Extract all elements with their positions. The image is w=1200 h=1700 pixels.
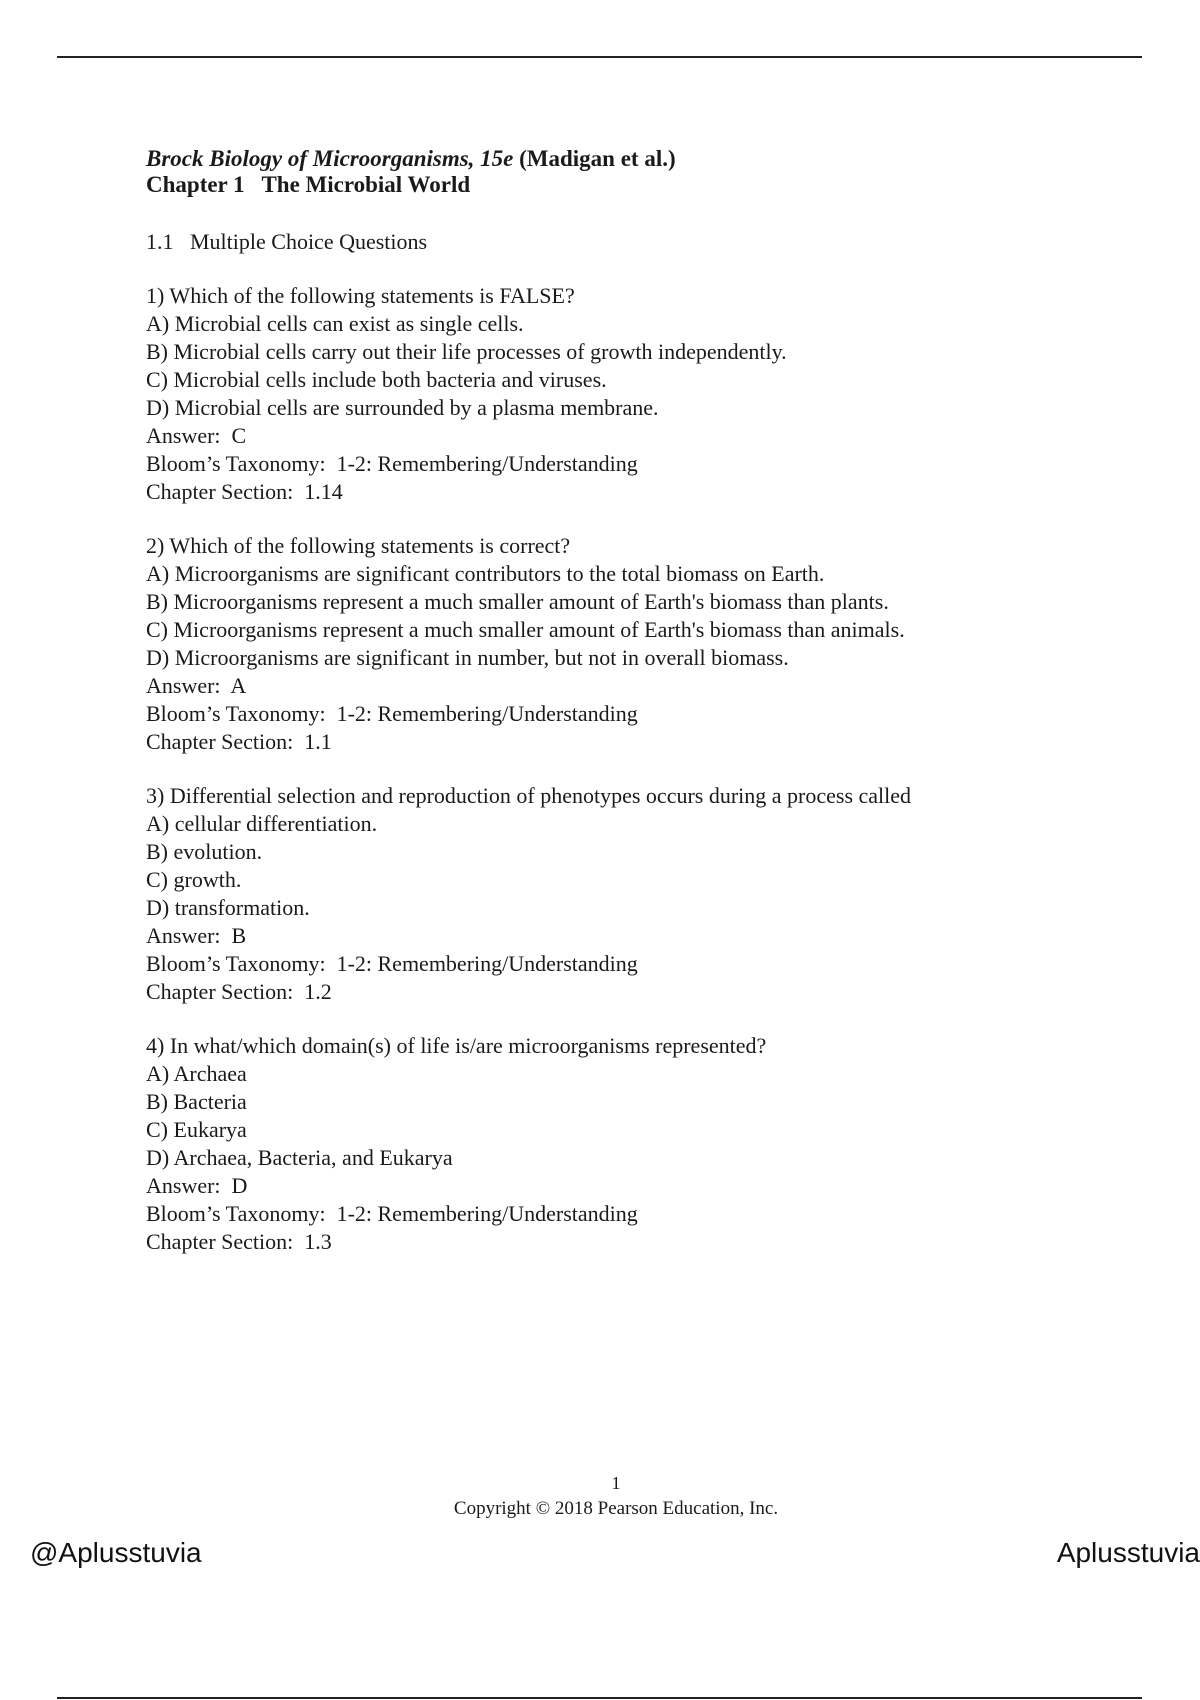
- blooms-taxonomy: Bloom’s Taxonomy: 1-2: Remembering/Understanding: [146, 701, 638, 726]
- answer-option: B) evolution.: [146, 839, 263, 864]
- answer-option: B) Microorganisms represent a much smaller amount of Earth's biomass than plants.: [146, 589, 889, 614]
- question-2: [146, 532, 1046, 756]
- answer-key: Answer: B: [146, 923, 247, 948]
- chapter-section: Chapter Section: 1.1: [146, 729, 332, 754]
- answer-key: Answer: D: [146, 1173, 248, 1198]
- watermark-left: @Aplusstuvia: [30, 1537, 202, 1568]
- chapter-section: Chapter Section: 1.14: [146, 479, 343, 504]
- answer-option: B) Microbial cells carry out their life processes of growth independently.: [146, 339, 787, 364]
- answer-option: C) growth.: [146, 867, 242, 892]
- answer-key: Answer: C: [146, 423, 247, 448]
- book-title: [146, 146, 1046, 172]
- answer-option: D) Microbial cells are surrounded by a plasma membrane.: [146, 395, 659, 420]
- answer-option: B) Bacteria: [146, 1089, 247, 1114]
- chapter-section: Chapter Section: 1.2: [146, 979, 332, 1004]
- answer-option: D) Archaea, Bacteria, and Eukarya: [146, 1145, 453, 1170]
- document-body: [146, 146, 1046, 1256]
- answer-option: A) cellular differentiation.: [146, 811, 378, 836]
- book-title-authors: (Madigan et al.): [513, 146, 676, 171]
- question-prompt: 2) Which of the following statements is correct?: [146, 533, 571, 558]
- answer-key: Answer: A: [146, 673, 247, 698]
- answer-option: C) Eukarya: [146, 1117, 247, 1142]
- answer-option: D) transformation.: [146, 895, 310, 920]
- question-3: [146, 782, 1046, 1006]
- answer-option: A) Microorganisms are significant contributors to the total biomass on Earth.: [146, 561, 825, 586]
- top-rule: [57, 56, 1142, 58]
- answer-option: A) Microbial cells can exist as single cells.: [146, 311, 524, 336]
- answer-option: D) Microorganisms are significant in number, but not in overall biomass.: [146, 645, 789, 670]
- page-number: 1: [611, 1473, 621, 1493]
- chapter-title: Chapter 1 The Microbial World: [146, 172, 471, 197]
- chapter-section: Chapter Section: 1.3: [146, 1229, 332, 1254]
- blooms-taxonomy: Bloom’s Taxonomy: 1-2: Remembering/Understanding: [146, 951, 638, 976]
- question-4: [146, 1032, 1046, 1256]
- question-prompt: 3) Differential selection and reproduction of phenotypes occurs during a process called: [146, 783, 912, 808]
- question-prompt: 1) Which of the following statements is FALSE?: [146, 283, 575, 308]
- book-title-italic: Brock Biology of Microorganisms, 15e: [146, 146, 514, 171]
- answer-option: C) Microbial cells include both bacteria and viruses.: [146, 367, 607, 392]
- question-prompt: 4) In what/which domain(s) of life is/are microorganisms represented?: [146, 1033, 767, 1058]
- watermark-right: Aplusstuvia: [1056, 1537, 1200, 1568]
- question-1: [146, 282, 1046, 506]
- answer-option: A) Archaea: [146, 1061, 247, 1086]
- blooms-taxonomy: Bloom’s Taxonomy: 1-2: Remembering/Understanding: [146, 451, 638, 476]
- copyright-notice: Copyright © 2018 Pearson Education, Inc.: [453, 1498, 779, 1519]
- section-heading: 1.1 Multiple Choice Questions: [146, 229, 428, 254]
- answer-option: C) Microorganisms represent a much smaller amount of Earth's biomass than animals.: [146, 617, 905, 642]
- blooms-taxonomy: Bloom’s Taxonomy: 1-2: Remembering/Understanding: [146, 1201, 638, 1226]
- bottom-rule: [57, 1697, 1142, 1699]
